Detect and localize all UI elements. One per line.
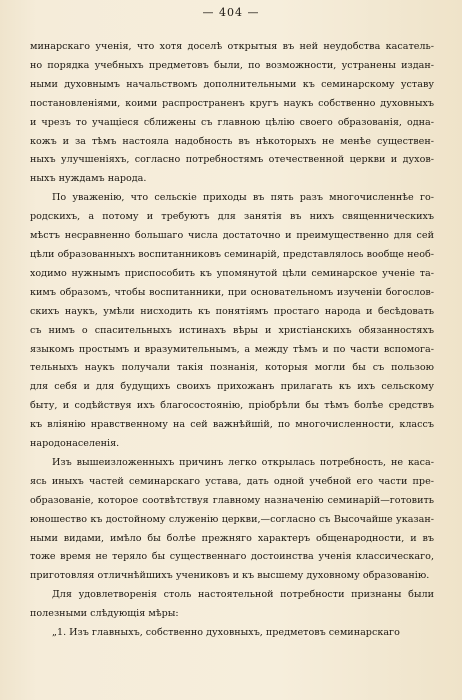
text-line: съ нимъ о спасительныхъ истинахъ вѣры и христіанскихъ обязанностяхъ [30, 324, 434, 336]
text-line: но порядка учебныхъ предметовъ были, по возможности, устранены издан- [30, 59, 434, 71]
text-line: минарскаго ученія, что хотя доселѣ открытыя въ ней неудобства касатель- [30, 41, 434, 52]
text-line: юношество къ достойному служенію церкви,—согласно съ Высочайше указан- [30, 513, 434, 525]
text-line: кимъ образомъ, чтобы воспитанники, при основательномъ изученіи богослов- [30, 286, 434, 298]
text-line: тельныхъ наукъ получали такія познанія, которыя могли бы съ пользою [30, 362, 434, 374]
text-line: родскихъ, а потому и требуютъ для занятія въ нихъ священническихъ [30, 211, 434, 223]
text-line: народонаселенія. [30, 438, 120, 450]
paragraph [30, 38, 434, 189]
page-number: — 404 — [202, 6, 260, 19]
text-line: быту, и содѣйствуя ихъ благосостоянію, пріобрѣли бы тѣмъ болѣе средствъ [30, 400, 434, 412]
text-line: приготовляя отличнѣйшихъ учениковъ и къ высшему духовному образованію. [30, 570, 430, 582]
text-line: къ вліянію нравственному на сей важнѣйшій, по многочисленности, классъ [30, 419, 434, 431]
text-line: образованіе, которое соотвѣтствуя главному назначенію семинарій—готовить [30, 494, 434, 506]
text-line: кожъ и за тѣмъ настояла надобность въ нѣкоторыхъ не менѣе существен- [30, 135, 434, 147]
paragraph [30, 586, 434, 624]
paragraph [30, 454, 434, 586]
text-line: „1. Изъ главныхъ, собственно духовныхъ, предметовъ семинарскаго [52, 627, 400, 639]
text-line: ныхъ нуждамъ народа. [30, 173, 147, 185]
text-line: ными видами, имѣло бы болѣе прежняго характеръ общенародности, и въ [30, 532, 434, 544]
document-text [30, 38, 434, 643]
text-line: скихъ наукъ, умѣли нисходить къ понятіямъ простаго народа и бесѣдовать [30, 305, 434, 317]
text-line: ясь иныхъ частей семинарскаго устава, дать одной учебной его части пре- [30, 475, 434, 487]
text-line: постановленіями, коими распространенъ кругъ наукъ собственно духовныхъ [30, 97, 434, 109]
paragraph [30, 189, 434, 454]
text-line: Изъ вышеизложенныхъ причинъ легко открылась потребность, не каса- [52, 456, 434, 468]
text-line: мѣстъ несравненно большаго числа достаточно и преимущественно для сей [30, 230, 434, 242]
text-line: языкомъ простымъ и вразумительнымъ, а между тѣмъ и по части вспомога- [30, 343, 434, 355]
text-line: Для удовлетворенія столь настоятельной потребности признаны были [52, 589, 434, 601]
text-line: По уваженію, что сельскіе приходы въ пять разъ многочисленнѣе го- [52, 192, 434, 204]
text-line: полезными слѣдующія мѣры: [30, 608, 179, 620]
text-line: для себя и для будущихъ своихъ прихожанъ прилагать къ ихъ сельскому [30, 381, 434, 393]
paragraph [30, 624, 434, 643]
text-line: ходимо нужнымъ приспособить къ упомянутой цѣли семинарское ученіе та- [30, 267, 434, 279]
text-line: и чрезъ то учащіеся сближены съ главною цѣлію своего образованія, одна- [30, 116, 434, 128]
text-line: цѣли образованныхъ воспитанниковъ семинарій, представлялось вообще необ- [30, 248, 434, 260]
text-line: ными духовнымъ начальствомъ дополнительными къ семинарскому уставу [30, 78, 434, 90]
text-line: тоже время не теряло бы существеннаго достоинства ученія классическаго, [30, 551, 434, 563]
text-line: ныхъ улучшеніяхъ, согласно потребностямъ отечественной церкви и духов- [30, 154, 434, 166]
